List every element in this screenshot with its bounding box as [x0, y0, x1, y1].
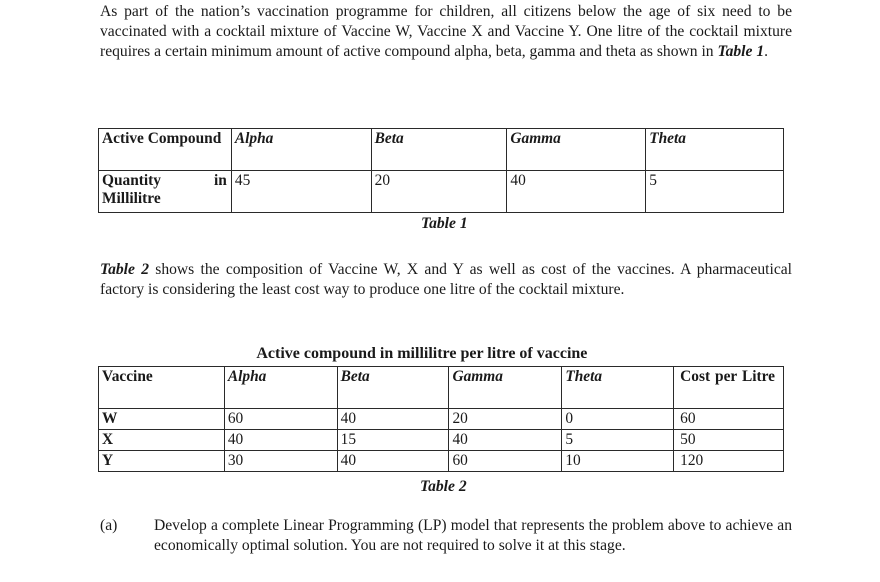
- table-1: [98, 128, 784, 213]
- table-2-caption: Table 2: [420, 478, 467, 495]
- table-1-row-label: Quantity in Millilitre: [99, 171, 232, 213]
- intro-paragraph: As part of the nation’s vaccination programme for children, all citizens below the age of six need to be vaccinated with a cocktail mixture of Vaccine W, Vaccine X and Vaccine Y. One litre of the cocktail mixture requires a certain minimum amount of active compound alpha, beta, gamma and theta as shown in Table 1.: [100, 3, 792, 60]
- table-2-header-row: [99, 366, 784, 408]
- table-2: [98, 344, 784, 472]
- table2-intro-text: shows the composition of Vaccine W, X and Y as well as cost of the vaccines. A pharmaceutical factory is considering the least cost way to produce one litre of the cocktail mixture.: [100, 261, 792, 298]
- table-1-cell-theta: 5: [646, 171, 784, 213]
- table-1-header-gamma: Gamma: [507, 129, 646, 171]
- intro-text: As part of the nation’s vaccination programme for children, all citizens below the age of six need to be vaccinated with a cocktail mixture of Vaccine W, Vaccine X and Vaccine Y. One litre of the cocktail mixture requires a certain minimum amount of active compound alpha, beta, gamma and theta as shown in: [100, 3, 792, 60]
- table-2-header-vaccine: Vaccine: [99, 366, 225, 408]
- table-row: X 40 15 40 5 50: [99, 429, 784, 450]
- table-1-header-row: [99, 129, 784, 171]
- table-2-group-header: Active compound in millilitre per litre of vaccine: [224, 344, 673, 366]
- table-1-header-theta: Theta: [646, 129, 784, 171]
- table-1-caption: Table 1: [421, 215, 468, 232]
- table-2-group-row: [99, 344, 784, 366]
- table-2-header-theta: Theta: [562, 366, 674, 408]
- question-text: Develop a complete Linear Programming (LP) model that represents the problem above to achieve an economically optimal solution. You are not required to solve it at this stage.: [154, 517, 792, 554]
- table-1-header-compound: Active Compound: [99, 129, 232, 171]
- table-2-header-alpha: Alpha: [224, 366, 337, 408]
- table-1-header-alpha: Alpha: [231, 129, 371, 171]
- table2-reference: Table 2: [100, 261, 149, 278]
- table-1-header-beta: Beta: [371, 129, 507, 171]
- table-1-row: [99, 171, 784, 213]
- table-row: Y 30 40 60 10 120: [99, 450, 784, 471]
- table-row: W 60 40 20 0 60: [99, 408, 784, 429]
- table-2-header-beta: Beta: [337, 366, 449, 408]
- table-1-cell-alpha: 45: [231, 171, 371, 213]
- table2-intro-paragraph: [100, 260, 792, 300]
- table-2-header-gamma: Gamma: [449, 366, 562, 408]
- question-label: (a): [100, 517, 118, 534]
- table-1-cell-beta: 20: [371, 171, 507, 213]
- table1-reference: Table 1: [717, 43, 765, 60]
- table-2-header-cost: Cost per Litre: [674, 366, 784, 408]
- table-1-cell-gamma: 40: [507, 171, 646, 213]
